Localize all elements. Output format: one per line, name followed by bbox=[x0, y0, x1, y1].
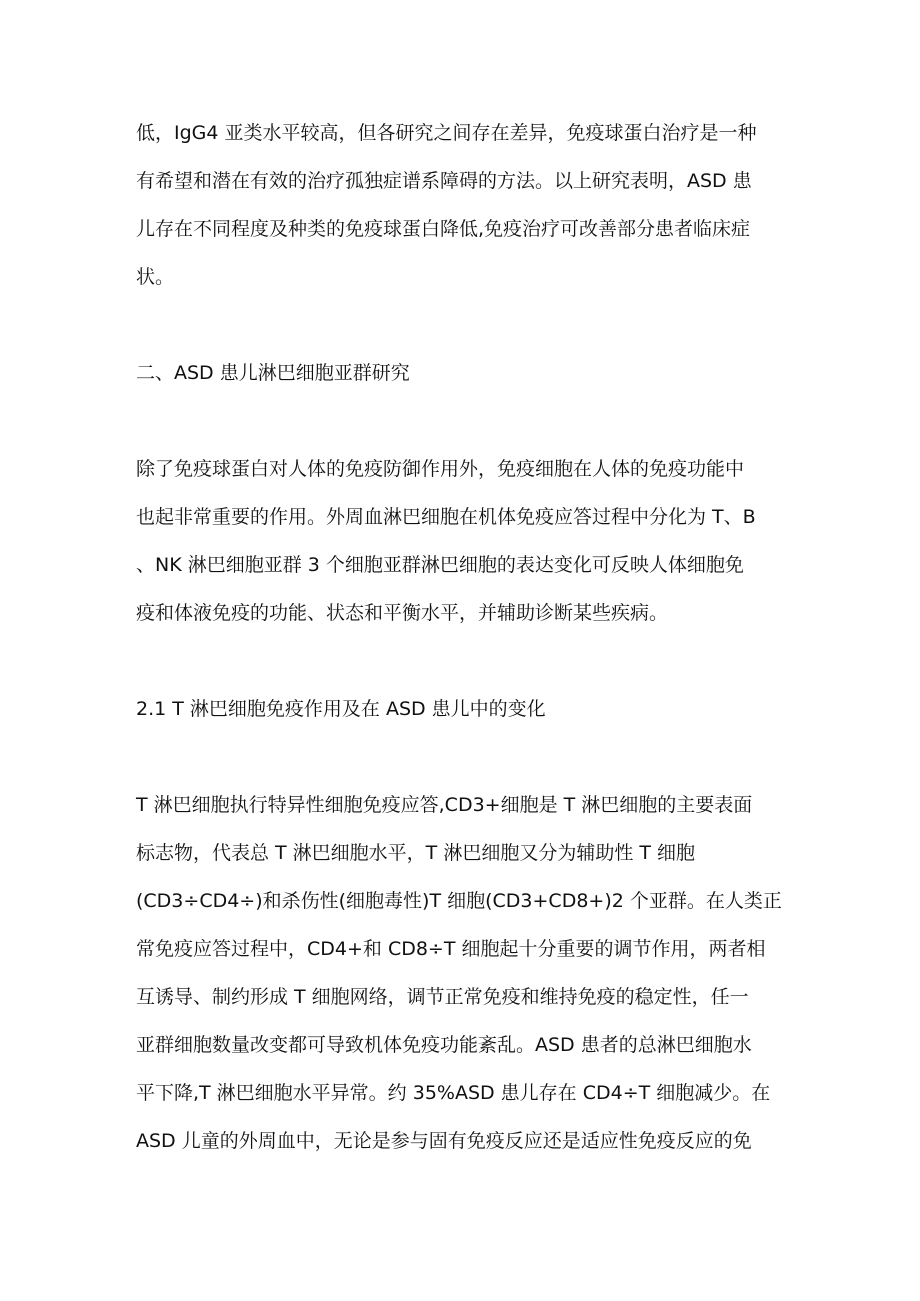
text-line: 除了免疫球蛋白对人体的免疫防御作用外，免疫细胞在人体的免疫功能中 bbox=[136, 458, 745, 480]
text-line: 平下降,T 淋巴细胞水平异常。约 35%ASD 患儿存在 CD4÷T 细胞减少。在 bbox=[136, 1082, 771, 1104]
text-line: 、NK 淋巴细胞亚群 3 个细胞亚群淋巴细胞的表达变化可反映人体细胞免 bbox=[136, 554, 744, 576]
text-line: 状。 bbox=[136, 266, 175, 288]
subsection-heading-t-lymphocytes: 2.1 T 淋巴细胞免疫作用及在 ASD 患儿中的变化 bbox=[136, 698, 546, 720]
section-heading-lymphocyte-subsets: 二、ASD 患儿淋巴细胞亚群研究 bbox=[136, 362, 410, 384]
text-line: ASD 儿童的外周血中，无论是参与固有免疫反应还是适应性免疫反应的免 bbox=[136, 1130, 752, 1152]
text-line: (CD3÷CD4÷)和杀伤性(细胞毒性)T 细胞(CD3+CD8+)2 个亚群。在人类正 bbox=[136, 890, 782, 912]
text-line: 疫和体液免疫的功能、状态和平衡水平，并辅助诊断某些疾病。 bbox=[136, 602, 669, 624]
text-line: 常免疫应答过程中，CD4+和 CD8÷T 细胞起十分重要的调节作用，两者相 bbox=[136, 938, 766, 960]
text-line: 有希望和潜在有效的治疗孤独症谱系障碍的方法。以上研究表明，ASD 患 bbox=[136, 170, 752, 192]
text-line: 低，IgG4 亚类水平较高，但各研究之间存在差异，免疫球蛋白治疗是一种 bbox=[136, 122, 757, 144]
text-line: 互诱导、制约形成 T 细胞网络，调节正常免疫和维持免疫的稳定性，任一 bbox=[136, 986, 749, 1008]
text-line: T 淋巴细胞执行特异性细胞免疫应答,CD3+细胞是 T 淋巴细胞的主要表面 bbox=[136, 794, 753, 816]
text-line: 亚群细胞数量改变都可导致机体免疫功能紊乱。ASD 患者的总淋巴细胞水 bbox=[136, 1034, 752, 1056]
text-line: 儿存在不同程度及种类的免疫球蛋白降低,免疫治疗可改善部分患者临床症 bbox=[136, 218, 751, 240]
text-line: 也起非常重要的作用。外周血淋巴细胞在机体免疫应答过程中分化为 T、B bbox=[136, 506, 756, 528]
text-line: 标志物，代表总 T 淋巴细胞水平，T 淋巴细胞又分为辅助性 T 细胞 bbox=[136, 842, 696, 864]
